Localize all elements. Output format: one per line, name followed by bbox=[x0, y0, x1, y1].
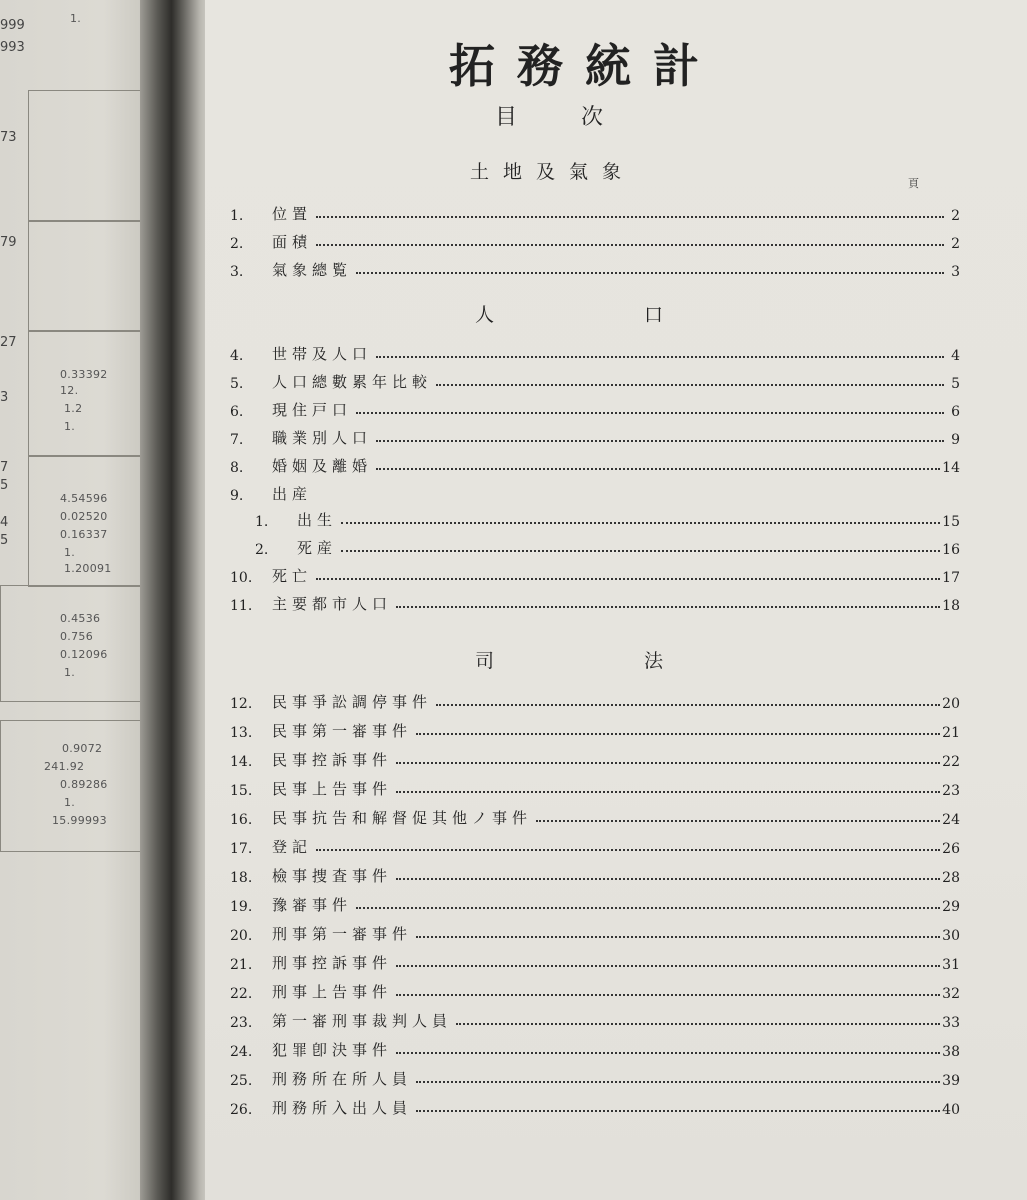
leader-dots bbox=[416, 1080, 940, 1083]
toc-entry: 19. 豫審事件 29 bbox=[230, 896, 960, 915]
toc-entry: 9. 出産 bbox=[230, 485, 313, 504]
leader-dots bbox=[356, 271, 944, 274]
leader-dots bbox=[316, 243, 944, 246]
toc-subentry: 1. 出生 15 bbox=[255, 511, 960, 530]
toc-entry: 18. 檢事捜査事件 28 bbox=[230, 867, 960, 886]
table-cell bbox=[28, 90, 148, 222]
toc-entry: 26. 刑務所入出人員 40 bbox=[230, 1099, 960, 1118]
section-heading-population: 人口 bbox=[475, 304, 814, 326]
left-number: 4.54596 bbox=[60, 492, 108, 505]
toc-entry: 7. 職業別人口 9 bbox=[230, 429, 960, 448]
toc-entry: 10. 死亡 17 bbox=[230, 567, 960, 586]
toc-entry: 15. 民事上告事件 23 bbox=[230, 780, 960, 799]
page-column-label: 頁 bbox=[908, 177, 919, 190]
leader-dots bbox=[416, 935, 940, 938]
toc-entry: 23. 第一審刑事裁判人員 33 bbox=[230, 1012, 960, 1031]
leader-dots bbox=[316, 215, 944, 218]
toc-entry: 24. 犯罪卽決事件 38 bbox=[230, 1041, 960, 1060]
toc-entry: 14. 民事控訴事件 22 bbox=[230, 751, 960, 770]
toc-entry: 4. 世帯及人口 4 bbox=[230, 345, 960, 364]
leader-dots bbox=[396, 993, 940, 996]
leader-dots bbox=[536, 819, 940, 822]
left-number: 79 bbox=[0, 235, 17, 250]
page-title: 拓務統計 bbox=[449, 39, 721, 93]
toc-entry: 2. 面積 2 bbox=[230, 233, 960, 252]
toc-entry: 5. 人口總數累年比較 5 bbox=[230, 373, 960, 392]
toc-entry: 21. 刑事控訴事件 31 bbox=[230, 954, 960, 973]
table-cell bbox=[28, 330, 148, 457]
left-number: 73 bbox=[0, 130, 17, 145]
leader-dots bbox=[416, 1109, 940, 1112]
left-number: 12. bbox=[60, 384, 79, 397]
leader-dots bbox=[396, 761, 940, 764]
leader-dots bbox=[396, 605, 940, 608]
toc-entry: 22. 刑事上告事件 32 bbox=[230, 983, 960, 1002]
leader-dots bbox=[416, 732, 940, 735]
left-number: 27 bbox=[0, 335, 17, 350]
left-number: 0.16337 bbox=[60, 528, 108, 541]
toc-entry: 16. 民事抗告和解督促其他ノ事件 24 bbox=[230, 809, 960, 828]
leader-dots bbox=[456, 1022, 940, 1025]
leader-dots bbox=[436, 703, 940, 706]
toc-entry: 12. 民事爭訟調停事件 20 bbox=[230, 693, 960, 712]
left-number: 1. bbox=[64, 420, 76, 433]
leader-dots bbox=[376, 439, 944, 442]
left-number: 0.89286 bbox=[60, 778, 108, 791]
contents-heading: 目次 bbox=[495, 105, 668, 130]
toc-subentry: 2. 死産 16 bbox=[255, 539, 960, 558]
left-number: 15.99993 bbox=[52, 814, 107, 827]
left-number: 999 bbox=[0, 18, 25, 33]
toc-entry: 6. 現住戸口 6 bbox=[230, 401, 960, 420]
leader-dots bbox=[396, 877, 940, 880]
leader-dots bbox=[316, 577, 940, 580]
left-number: 0.12096 bbox=[60, 648, 108, 661]
leader-dots bbox=[316, 848, 940, 851]
left-number: 1.2 bbox=[64, 402, 83, 415]
leader-dots bbox=[356, 906, 940, 909]
leader-dots bbox=[396, 964, 940, 967]
leader-dots bbox=[376, 355, 944, 358]
toc-entry: 25. 刑務所在所人員 39 bbox=[230, 1070, 960, 1089]
section-heading-land: 土地及氣象 bbox=[470, 161, 636, 183]
leader-dots bbox=[396, 790, 940, 793]
book-spine bbox=[140, 0, 210, 1200]
left-number: 1.20091 bbox=[64, 562, 112, 575]
left-number: 0.33392 bbox=[60, 368, 108, 381]
table-cell bbox=[28, 220, 148, 332]
left-number: 3 bbox=[0, 390, 9, 405]
left-number: 0.756 bbox=[60, 630, 93, 643]
toc-entry: 11. 主要都市人口 18 bbox=[230, 595, 960, 614]
left-number: 993 bbox=[0, 40, 25, 55]
left-number: 7 bbox=[0, 460, 9, 475]
leader-dots bbox=[341, 549, 940, 552]
leader-dots bbox=[356, 411, 944, 414]
left-number: 0.9072 bbox=[62, 742, 103, 755]
contents-page bbox=[205, 0, 1027, 1200]
left-number: 5 bbox=[0, 533, 9, 548]
section-heading-justice: 司法 bbox=[475, 650, 814, 672]
left-page-fragment bbox=[0, 0, 148, 1200]
left-number: 1. bbox=[64, 796, 76, 809]
left-number: 4 bbox=[0, 515, 9, 530]
toc-entry: 3. 氣象總覧 3 bbox=[230, 261, 960, 280]
left-number: 1. bbox=[64, 546, 76, 559]
left-number: 1. bbox=[64, 666, 76, 679]
left-number: 1. bbox=[70, 12, 82, 25]
leader-dots bbox=[436, 383, 944, 386]
toc-entry: 17. 登記 26 bbox=[230, 838, 960, 857]
leader-dots bbox=[341, 521, 940, 524]
toc-entry: 1. 位置 2 bbox=[230, 205, 960, 224]
leader-dots bbox=[396, 1051, 940, 1054]
left-number: 241.92 bbox=[44, 760, 85, 773]
table-cell bbox=[0, 585, 148, 702]
toc-entry: 8. 婚姻及離婚 14 bbox=[230, 457, 960, 476]
toc-entry: 13. 民事第一審事件 21 bbox=[230, 722, 960, 741]
leader-dots bbox=[376, 467, 940, 470]
left-number: 0.4536 bbox=[60, 612, 101, 625]
left-number: 0.02520 bbox=[60, 510, 108, 523]
left-number: 5 bbox=[0, 478, 9, 493]
toc-entry: 20. 刑事第一審事件 30 bbox=[230, 925, 960, 944]
